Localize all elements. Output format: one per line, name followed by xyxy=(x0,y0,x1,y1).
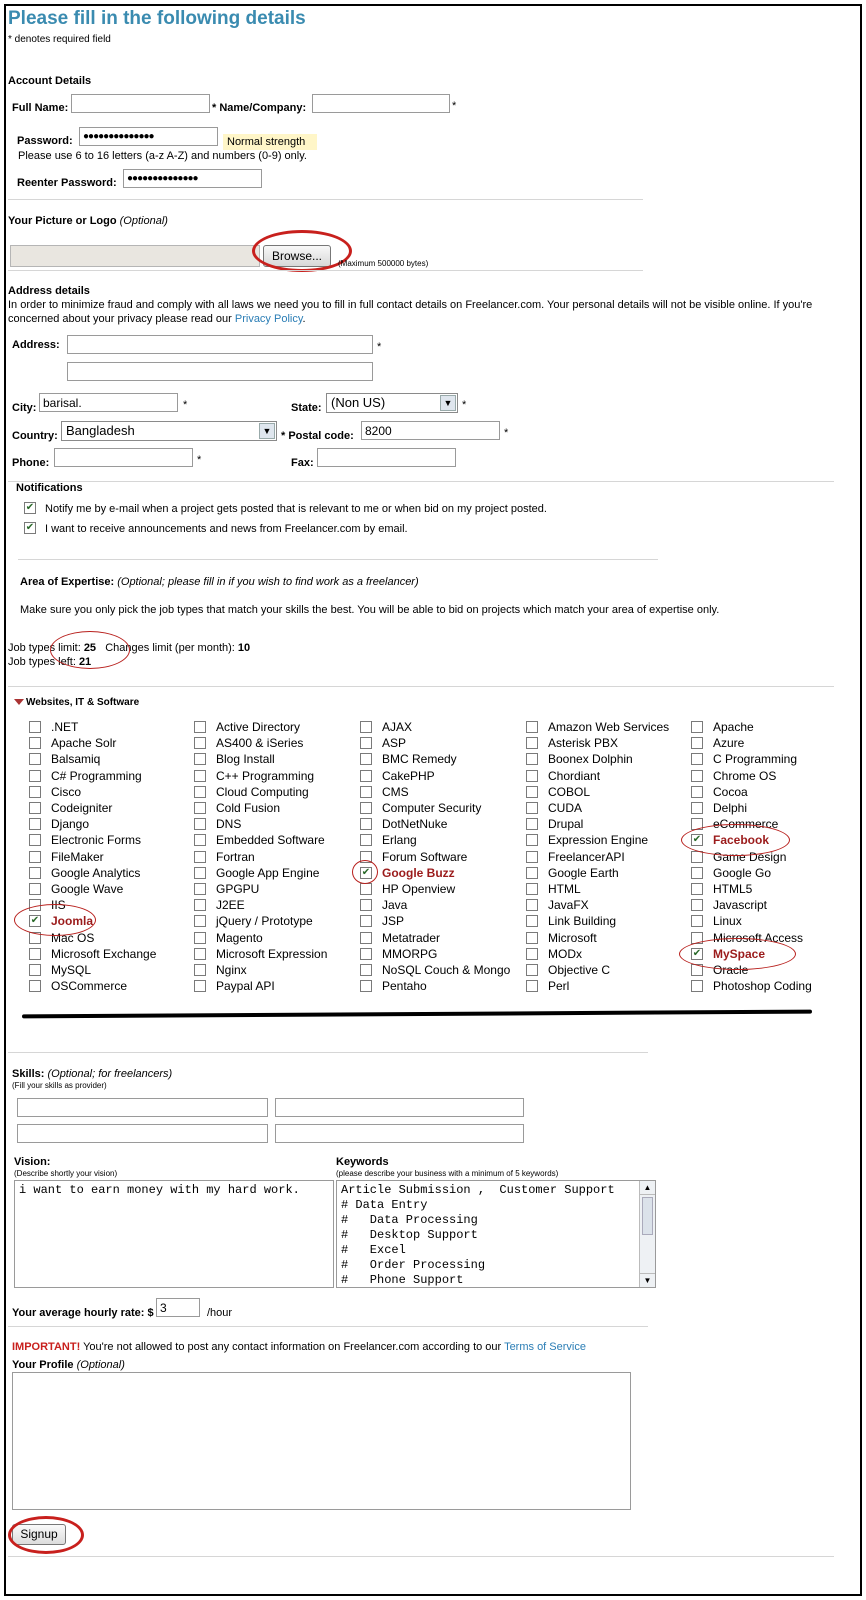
address-line2-field[interactable] xyxy=(67,362,373,381)
job-type-checkbox-chrome-os[interactable] xyxy=(691,770,703,782)
job-type-checkbox-photoshop-coding[interactable] xyxy=(691,980,703,992)
vision-label: Vision: xyxy=(14,1156,51,1168)
rate-label: Your average hourly rate: $ xyxy=(12,1307,154,1319)
postal-code-label: * Postal code: xyxy=(281,430,354,442)
annotation-circle xyxy=(352,860,378,884)
job-type-label-linux: Linux xyxy=(713,914,742,928)
name-company-label: * Name/Company: xyxy=(212,102,307,114)
job-type-label-django: Django xyxy=(51,817,90,831)
expertise-title: Area of Expertise: xyxy=(20,576,115,588)
job-type-checkbox-oscommerce[interactable] xyxy=(29,980,41,992)
job-type-label-modx: MODx xyxy=(548,947,582,961)
job-type-label-cisco: Cisco xyxy=(51,785,82,799)
job-type-label-asp: ASP xyxy=(382,736,407,750)
job-type-label-bmc-remedy: BMC Remedy xyxy=(382,752,457,766)
job-type-checkbox-cold-fusion[interactable] xyxy=(194,802,206,814)
job-type-label-objective-c: Objective C xyxy=(548,963,611,977)
keywords-hint: (please describe your business with a minimum of 5 keywords) xyxy=(336,1169,559,1178)
job-type-checkbox-apache-solr[interactable] xyxy=(29,737,41,749)
job-type-label-facebook: Facebook xyxy=(713,833,770,847)
job-type-checkbox-cms[interactable] xyxy=(360,786,372,798)
profile-optional: (Optional) xyxy=(76,1359,125,1371)
important-label: IMPORTANT! xyxy=(12,1341,81,1353)
job-type-label-embedded-software: Embedded Software xyxy=(216,833,325,847)
reenter-password-field[interactable] xyxy=(123,169,262,188)
job-type-label-codeigniter: Codeigniter xyxy=(51,801,113,815)
job-type-checkbox-facebook[interactable]: ✔ xyxy=(692,834,702,845)
job-type-checkbox-asterisk-pbx[interactable] xyxy=(526,737,538,749)
job-type-label-dotnetnuke: DotNetNuke xyxy=(382,817,448,831)
job-type-label-j2ee: J2EE xyxy=(216,898,245,912)
name-company-field[interactable] xyxy=(312,94,450,113)
job-type-label-mac-os: Mac OS xyxy=(51,931,95,945)
picture-label-text: Your Picture or Logo xyxy=(8,215,117,227)
divider xyxy=(8,199,643,200)
job-type-label-gpgpu: GPGPU xyxy=(216,882,260,896)
page-frame xyxy=(4,4,862,1596)
job-type-label-cold-fusion: Cold Fusion xyxy=(216,801,281,815)
job-type-checkbox-dotnetnuke[interactable] xyxy=(360,818,372,830)
keywords-label: Keywords xyxy=(336,1156,389,1168)
job-type-checkbox-javascript[interactable] xyxy=(691,899,703,911)
privacy-policy-link[interactable]: Privacy Policy xyxy=(234,313,303,325)
job-type-label-expression-engine: Expression Engine xyxy=(548,833,649,847)
rate-unit: /hour xyxy=(207,1307,233,1319)
job-type-label-game-design: Game Design xyxy=(713,850,787,864)
skills-hint: (Fill your skills as provider) xyxy=(12,1081,107,1090)
address-line1-field[interactable] xyxy=(67,335,373,354)
notify-projects-label: Notify me by e-mail when a project gets posted that is relevant to me or when bid on my project posted. xyxy=(45,503,547,515)
job-type-label-cuda: CUDA xyxy=(548,801,583,815)
divider xyxy=(8,686,834,687)
job-type-label-net: .NET xyxy=(51,720,79,734)
job-type-label-pentaho: Pentaho xyxy=(382,979,427,993)
divider xyxy=(8,270,643,271)
job-type-label-blog-install: Blog Install xyxy=(216,752,275,766)
job-type-checkbox-link-building[interactable] xyxy=(526,915,538,927)
job-type-checkbox-jsp[interactable] xyxy=(360,915,372,927)
full-name-field[interactable] xyxy=(71,94,210,113)
scroll-thumb[interactable] xyxy=(642,1197,653,1235)
required-star: * xyxy=(504,427,509,439)
country-selected: Bangladesh xyxy=(66,423,135,438)
job-type-label-mysql: MySQL xyxy=(51,963,92,977)
skill-field-4[interactable] xyxy=(275,1124,524,1143)
terms-of-service-link[interactable]: Terms of Service xyxy=(504,1341,586,1353)
job-type-label-erlang: Erlang xyxy=(382,833,417,847)
job-type-checkbox-computer-security[interactable] xyxy=(360,802,372,814)
page-title: Please fill in the following details xyxy=(8,8,306,29)
job-type-label-javascript: Javascript xyxy=(713,898,768,912)
state-label: State: xyxy=(291,402,322,414)
annotation-circle xyxy=(14,904,96,936)
job-type-label-microsoft-exchange: Microsoft Exchange xyxy=(51,947,157,961)
job-type-checkbox-cobol[interactable] xyxy=(526,786,538,798)
required-star: * xyxy=(197,454,202,466)
job-type-checkbox-fortran[interactable] xyxy=(194,851,206,863)
job-type-checkbox-codeigniter[interactable] xyxy=(29,802,41,814)
changes-value: 10 xyxy=(237,642,251,654)
job-type-label-nosql-couch-mongo: NoSQL Couch & Mongo xyxy=(382,963,511,977)
job-type-label-cobol: COBOL xyxy=(548,785,591,799)
job-type-checkbox-bmc-remedy[interactable] xyxy=(360,753,372,765)
country-label: Country: xyxy=(12,430,58,442)
job-type-checkbox-amazon-web-services[interactable] xyxy=(526,721,538,733)
job-type-label-jquery-prototype: jQuery / Prototype xyxy=(216,914,313,928)
annotation-circle xyxy=(681,824,790,856)
job-type-checkbox-google-app-engine[interactable] xyxy=(194,867,206,879)
important-text: You're not allowed to post any contact information on Freelancer.com according to our xyxy=(83,1341,502,1353)
left-label: Job types left: xyxy=(8,656,76,668)
job-type-checkbox-filemaker[interactable] xyxy=(29,851,41,863)
job-type-checkbox-google-analytics[interactable] xyxy=(29,867,41,879)
divider xyxy=(8,481,834,482)
profile-heading xyxy=(12,1359,125,1371)
job-type-checkbox-cuda[interactable] xyxy=(526,802,538,814)
job-type-checkbox-game-design[interactable] xyxy=(691,851,703,863)
city-field[interactable] xyxy=(39,393,178,412)
job-type-checkbox-magento[interactable] xyxy=(194,932,206,944)
job-type-label-as400-iseries: AS400 & iSeries xyxy=(216,736,304,750)
job-type-label-javafx: JavaFX xyxy=(548,898,589,912)
job-type-label-ajax: AJAX xyxy=(382,720,413,734)
job-type-checkbox-cocoa[interactable] xyxy=(691,786,703,798)
notify-news-checkbox[interactable]: ✔ xyxy=(25,522,35,533)
job-type-checkbox-javafx[interactable] xyxy=(526,899,538,911)
job-type-label-dns: DNS xyxy=(216,817,242,831)
expertise-note: Make sure you only pick the job types that match your skills the best. You will be able to bid on projects which match your area of expertise only. xyxy=(20,604,720,616)
job-type-label-google-app-engine: Google App Engine xyxy=(216,866,320,880)
job-type-label-microsoft-access: Microsoft Access xyxy=(713,931,804,945)
job-type-checkbox-metatrader[interactable] xyxy=(360,932,372,944)
picture-label xyxy=(8,215,168,227)
job-type-label-cms: CMS xyxy=(382,785,409,799)
job-type-label-azure: Azure xyxy=(713,736,745,750)
profile-textarea[interactable] xyxy=(12,1372,631,1510)
fax-label: Fax: xyxy=(291,457,314,469)
limit-value: 25 xyxy=(83,642,97,654)
job-type-checkbox-hp-openview[interactable] xyxy=(360,883,372,895)
job-type-checkbox-html5[interactable] xyxy=(691,883,703,895)
job-type-label-delphi: Delphi xyxy=(713,801,748,815)
job-type-checkbox-nginx[interactable] xyxy=(194,964,206,976)
job-type-checkbox-freelancerapi[interactable] xyxy=(526,851,538,863)
job-type-label-c-programming: C# Programming xyxy=(51,769,142,783)
job-type-checkbox-expression-engine[interactable] xyxy=(526,834,538,846)
notify-news-label: I want to receive announcements and news from Freelancer.com by email. xyxy=(45,523,408,535)
important-notice xyxy=(12,1341,586,1353)
job-type-label-chrome-os: Chrome OS xyxy=(713,769,777,783)
address-section-title: Address details xyxy=(8,285,90,297)
job-type-checkbox-blog-install[interactable] xyxy=(194,753,206,765)
phone-label: Phone: xyxy=(12,457,50,469)
hourly-rate-field[interactable] xyxy=(156,1298,200,1317)
annotation-circle xyxy=(252,230,352,272)
job-type-label-filemaker: FileMaker xyxy=(51,850,104,864)
browse-button[interactable]: Browse... xyxy=(263,245,331,267)
address-info-text: In order to minimize fraud and comply with all laws we need you to fill in full contact details on Freelancer.com. Your personal details will not be visible online. If you're concerned about your privacy please read our xyxy=(8,299,813,325)
job-type-checkbox-perl[interactable] xyxy=(526,980,538,992)
scroll-up-icon[interactable]: ▲ xyxy=(640,1181,655,1195)
job-type-checkbox-cloud-computing[interactable] xyxy=(194,786,206,798)
vision-textarea[interactable] xyxy=(14,1180,334,1288)
postal-code-field[interactable] xyxy=(361,421,500,440)
job-type-label-freelancerapi: FreelancerAPI xyxy=(548,850,625,864)
signup-button[interactable]: Signup xyxy=(12,1524,66,1545)
job-type-checkbox-gpgpu[interactable] xyxy=(194,883,206,895)
job-type-label-joomla: Joomla xyxy=(51,914,94,928)
job-type-checkbox-c-programming[interactable] xyxy=(691,753,703,765)
picture-optional: (Optional) xyxy=(119,215,168,227)
job-type-checkbox-ajax[interactable] xyxy=(360,721,372,733)
job-type-label-html: HTML xyxy=(548,882,581,896)
job-type-label-google-buzz: Google Buzz xyxy=(382,866,455,880)
job-type-label-jsp: JSP xyxy=(382,914,405,928)
required-note: * denotes required field xyxy=(8,34,111,45)
expertise-optional: (Optional; please fill in if you wish to find work as a freelancer) xyxy=(117,576,419,588)
job-type-label-myspace: MySpace xyxy=(713,947,766,961)
country-select[interactable] xyxy=(61,421,277,441)
job-type-label-microsoft: Microsoft xyxy=(548,931,597,945)
job-type-checkbox-as400-iseries[interactable] xyxy=(194,737,206,749)
required-star: * xyxy=(183,399,188,411)
job-type-label-forum-software: Forum Software xyxy=(382,850,468,864)
job-type-checkbox-c-programming[interactable] xyxy=(29,770,41,782)
job-type-label-asterisk-pbx: Asterisk PBX xyxy=(548,736,619,750)
full-name-label: Full Name: xyxy=(12,102,69,114)
keywords-textarea[interactable] xyxy=(336,1180,656,1288)
notify-projects-checkbox[interactable]: ✔ xyxy=(25,502,35,513)
job-type-label-google-earth: Google Earth xyxy=(548,866,619,880)
job-type-label-cocoa: Cocoa xyxy=(713,785,748,799)
password-strength: Normal strength xyxy=(223,134,317,150)
job-type-label-oracle: Oracle xyxy=(713,963,749,977)
notifications-title: Notifications xyxy=(16,482,83,494)
address-label: Address: xyxy=(12,339,60,351)
job-type-checkbox-net[interactable] xyxy=(29,721,41,733)
job-type-checkbox-pentaho[interactable] xyxy=(360,980,372,992)
job-type-label-c-programming: C++ Programming xyxy=(216,769,315,783)
state-selected: (Non US) xyxy=(331,395,386,410)
job-type-checkbox-google-go[interactable] xyxy=(691,867,703,879)
job-type-checkbox-electronic-forms[interactable] xyxy=(29,834,41,846)
divider xyxy=(8,1052,648,1053)
job-type-label-microsoft-expression: Microsoft Expression xyxy=(216,947,328,961)
category-label: Websites, IT & Software xyxy=(26,697,140,708)
limit-label: Job types limit: xyxy=(8,642,81,654)
job-type-label-fortran: Fortran xyxy=(216,850,255,864)
vision-hint: (Describe shortly your vision) xyxy=(14,1169,118,1178)
skill-field-2[interactable] xyxy=(275,1098,524,1117)
divider xyxy=(8,1556,834,1557)
job-type-checkbox-chordiant[interactable] xyxy=(526,770,538,782)
job-type-checkbox-microsoft-expression[interactable] xyxy=(194,948,206,960)
job-type-label-google-wave: Google Wave xyxy=(51,882,124,896)
job-type-checkbox-active-directory[interactable] xyxy=(194,721,206,733)
job-type-label-boonex-dolphin: Boonex Dolphin xyxy=(548,752,633,766)
skills-heading xyxy=(12,1068,172,1080)
password-label: Password: xyxy=(17,135,73,147)
phone-field[interactable] xyxy=(54,448,193,467)
required-star: * xyxy=(452,100,457,112)
job-type-checkbox-google-earth[interactable] xyxy=(526,867,538,879)
job-type-label-magento: Magento xyxy=(216,931,263,945)
expertise-heading xyxy=(20,576,419,588)
job-type-checkbox-cisco[interactable] xyxy=(29,786,41,798)
changes-label: Changes limit (per month): xyxy=(105,642,235,654)
job-type-checkbox-objective-c[interactable] xyxy=(526,964,538,976)
job-type-label-ecommerce: eCommerce xyxy=(713,817,779,831)
job-type-checkbox-linux[interactable] xyxy=(691,915,703,927)
job-type-checkbox-html[interactable] xyxy=(526,883,538,895)
job-type-checkbox-modx[interactable] xyxy=(526,948,538,960)
divider xyxy=(8,1326,648,1327)
password-hint: Please use 6 to 16 letters (a-z A-Z) and numbers (0-9) only. xyxy=(18,150,307,162)
job-type-checkbox-dns[interactable] xyxy=(194,818,206,830)
job-type-label-mmorpg: MMORPG xyxy=(382,947,438,961)
job-type-checkbox-drupal[interactable] xyxy=(526,818,538,830)
job-type-checkbox-joomla[interactable]: ✔ xyxy=(30,915,40,926)
job-type-label-link-building: Link Building xyxy=(548,914,617,928)
city-label: City: xyxy=(12,402,37,414)
job-type-label-nginx: Nginx xyxy=(216,963,247,977)
job-type-label-html5: HTML5 xyxy=(713,882,753,896)
job-type-label-amazon-web-services: Amazon Web Services xyxy=(548,720,670,734)
job-type-checkbox-myspace[interactable]: ✔ xyxy=(692,948,702,959)
job-type-checkbox-boonex-dolphin[interactable] xyxy=(526,753,538,765)
annotation-circle xyxy=(50,631,130,669)
job-type-checkbox-mysql[interactable] xyxy=(29,964,41,976)
job-type-checkbox-google-buzz[interactable]: ✔ xyxy=(361,867,371,878)
job-type-label-computer-security: Computer Security xyxy=(382,801,482,815)
file-path-field[interactable] xyxy=(10,245,260,267)
state-select[interactable] xyxy=(326,393,458,413)
required-star: * xyxy=(377,341,382,353)
collapse-triangle-icon[interactable] xyxy=(14,699,24,705)
password-field[interactable] xyxy=(79,127,218,146)
job-type-label-paypal-api: Paypal API xyxy=(216,979,275,993)
job-type-label-perl: Perl xyxy=(548,979,570,993)
job-type-label-google-go: Google Go xyxy=(713,866,772,880)
job-type-label-java: Java xyxy=(382,898,408,912)
job-type-checkbox-cakephp[interactable] xyxy=(360,770,372,782)
job-type-checkbox-java[interactable] xyxy=(360,899,372,911)
job-type-checkbox-django[interactable] xyxy=(29,818,41,830)
required-star: * xyxy=(462,399,467,411)
scroll-down-icon[interactable]: ▼ xyxy=(640,1273,655,1287)
job-type-label-apache-solr: Apache Solr xyxy=(51,736,117,750)
divider xyxy=(18,559,658,560)
skill-field-3[interactable] xyxy=(17,1124,268,1143)
job-type-label-drupal: Drupal xyxy=(548,817,584,831)
job-type-checkbox-mmorpg[interactable] xyxy=(360,948,372,960)
job-type-label-electronic-forms: Electronic Forms xyxy=(51,833,142,847)
address-info: In order to minimize fraud and comply with all laws we need you to fill in full contact details on Freelancer.com. Your personal details will not be visible online. If you're concerned about your privacy please read our Privacy Policy. xyxy=(8,299,813,325)
job-type-label-photoshop-coding: Photoshop Coding xyxy=(713,979,812,993)
job-type-checkbox-delphi[interactable] xyxy=(691,802,703,814)
job-type-label-apache: Apache xyxy=(713,720,754,734)
annotation-circle xyxy=(679,938,796,970)
left-value: 21 xyxy=(78,656,92,668)
job-type-checkbox-azure[interactable] xyxy=(691,737,703,749)
job-type-label-c-programming: C Programming xyxy=(713,752,798,766)
job-type-checkbox-microsoft[interactable] xyxy=(526,932,538,944)
job-type-checkbox-erlang[interactable] xyxy=(360,834,372,846)
job-type-label-cakephp: CakePHP xyxy=(382,769,435,783)
max-size-note: (Maximum 500000 bytes) xyxy=(338,259,429,268)
reenter-label: Reenter Password: xyxy=(17,177,117,189)
job-type-label-metatrader: Metatrader xyxy=(382,931,441,945)
job-type-checkbox-paypal-api[interactable] xyxy=(194,980,206,992)
skills-optional: (Optional; for freelancers) xyxy=(47,1068,173,1080)
job-type-checkbox-j2ee[interactable] xyxy=(194,899,206,911)
fax-field[interactable] xyxy=(317,448,456,467)
keywords-scrollbar[interactable] xyxy=(639,1181,655,1287)
job-type-checkbox-nosql-couch-mongo[interactable] xyxy=(360,964,372,976)
job-type-checkbox-jquery-prototype[interactable] xyxy=(194,915,206,927)
job-type-label-hp-openview: HP Openview xyxy=(382,882,456,896)
job-type-label-active-directory: Active Directory xyxy=(216,720,301,734)
job-type-label-oscommerce: OSCommerce xyxy=(51,979,128,993)
job-type-checkbox-microsoft-exchange[interactable] xyxy=(29,948,41,960)
job-type-checkbox-google-wave[interactable] xyxy=(29,883,41,895)
job-type-checkbox-apache[interactable] xyxy=(691,721,703,733)
chevron-down-icon: ▼ xyxy=(440,395,456,411)
chevron-down-icon: ▼ xyxy=(259,423,275,439)
annotation-circle xyxy=(8,1516,84,1554)
job-type-checkbox-asp[interactable] xyxy=(360,737,372,749)
job-type-label-iis: IIS xyxy=(51,898,66,912)
job-type-checkbox-c-programming[interactable] xyxy=(194,770,206,782)
job-type-checkbox-embedded-software[interactable] xyxy=(194,834,206,846)
skill-field-1[interactable] xyxy=(17,1098,268,1117)
account-section-title: Account Details xyxy=(8,75,92,87)
skills-label: Skills: xyxy=(12,1068,45,1080)
job-type-label-cloud-computing: Cloud Computing xyxy=(216,785,309,799)
job-type-checkbox-balsamiq[interactable] xyxy=(29,753,41,765)
job-type-label-balsamiq: Balsamiq xyxy=(51,752,101,766)
job-type-label-google-analytics: Google Analytics xyxy=(51,866,141,880)
profile-label: Your Profile xyxy=(12,1359,74,1371)
job-type-label-chordiant: Chordiant xyxy=(548,769,601,783)
